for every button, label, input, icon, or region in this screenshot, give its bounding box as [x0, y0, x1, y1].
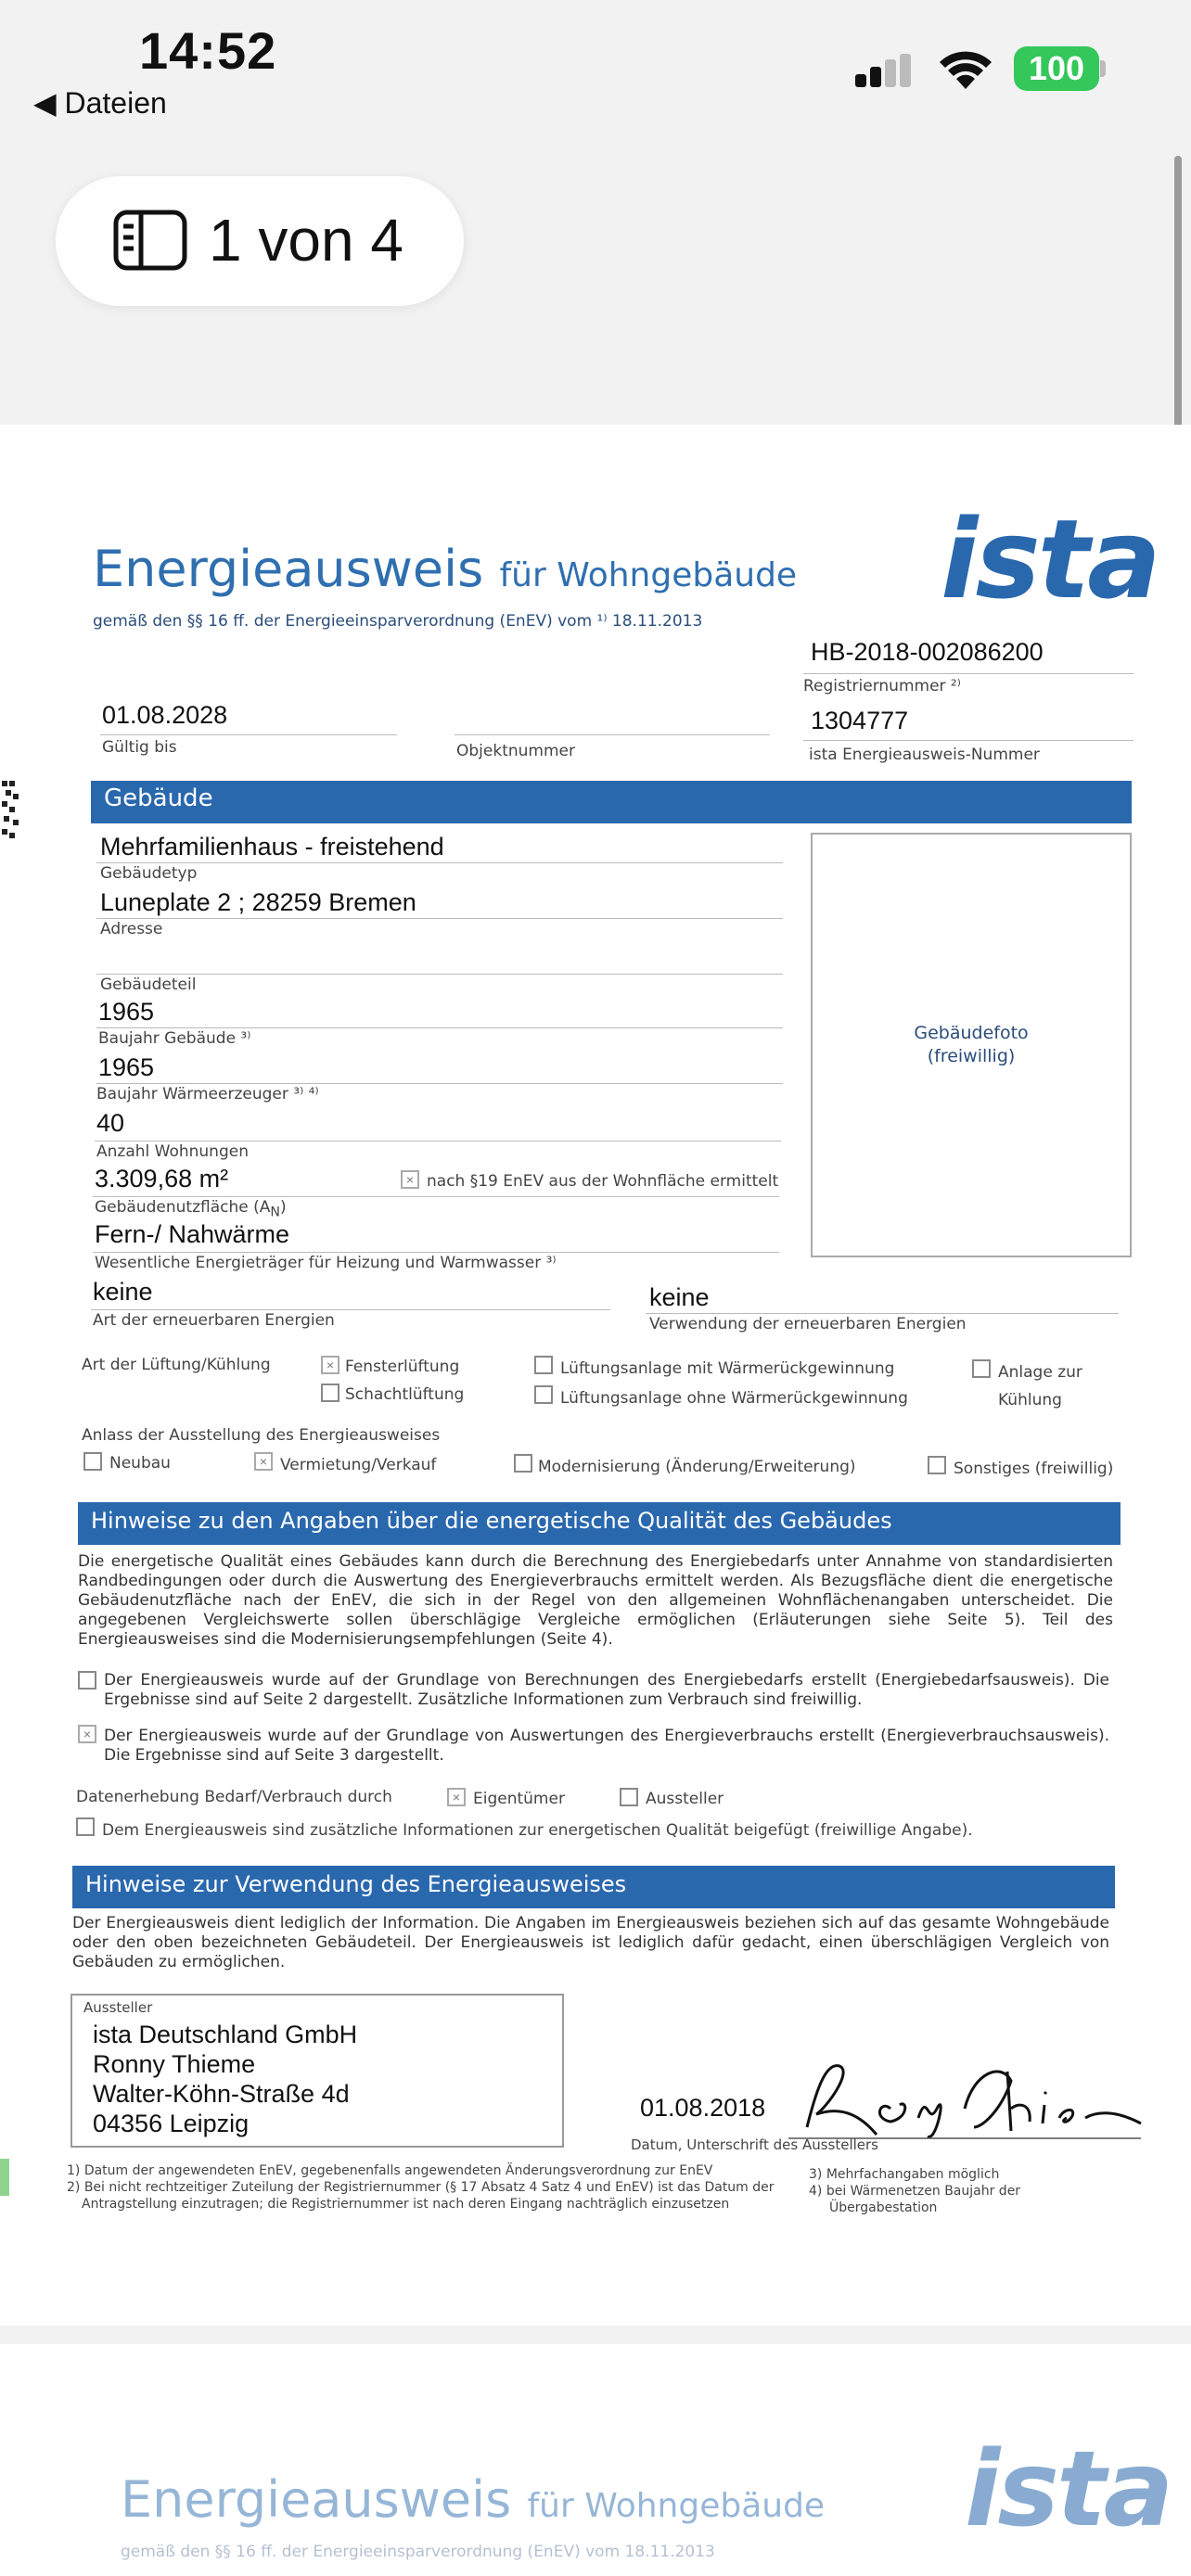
datenerhebung-label: Datenerhebung Bedarf/Verbrauch durch [76, 1788, 392, 1806]
fensterlueftung-checkbox[interactable]: × [321, 1356, 339, 1374]
aussteller-option-label: Aussteller [646, 1790, 724, 1808]
footnote-3: 3) Mehrfachangaben möglich [809, 2167, 1000, 2182]
divider [455, 734, 770, 735]
nutzflaeche-label-text: Gebäudenutzfläche (A [95, 1198, 271, 1217]
gebaeudeteil-label: Gebäudeteil [100, 976, 197, 994]
gebaeudetyp-label: Gebäudetyp [100, 864, 198, 883]
gueltig-bis-value: 01.08.2028 [102, 701, 228, 729]
gebaeudefoto-label [811, 1022, 1132, 1068]
flaeche-note: nach §19 EnEV aus der Wohnfläche ermittelt [427, 1172, 779, 1191]
baujahr-waermeerzeuger-value: 1965 [98, 1053, 155, 1081]
gebaeudetyp-value: Mehrfamilienhaus - freistehend [100, 833, 444, 861]
adresse-label: Adresse [100, 920, 163, 938]
qr-code-fragment [0, 777, 20, 842]
divider [646, 1313, 1119, 1314]
baujahr-gebaeude-label: Baujahr Gebäude ³⁾ [98, 1029, 251, 1048]
vermietung-label: Vermietung/Verkauf [280, 1456, 437, 1474]
footnote-1: 1) Datum der angewendeten EnEV, gegebenenfalls angewendeten Änderungsverordnung zur EnEV [67, 2163, 713, 2178]
doc-title [93, 540, 797, 598]
modernisierung-label: Modernisierung (Änderung/Erweiterung) [538, 1458, 856, 1476]
modernisierung-checkbox[interactable] [514, 1454, 532, 1473]
neubau-checkbox[interactable] [83, 1452, 102, 1471]
section-verwendung-header: Hinweise zur Verwendung des Energieausweises [72, 1866, 1115, 1908]
energietraeger-value: Fern-/ Nahwärme [95, 1220, 290, 1248]
zusatzinfo-label: Dem Energieausweis sind zusätzliche Informationen zur energetischen Qualität beigefügt (freiwillige Angabe). [102, 1821, 973, 1840]
aussteller-line: Ronny Thieme [93, 2050, 256, 2078]
aussteller-line: 04356 Leipzig [93, 2110, 250, 2137]
aussteller-line: Walter-Köhn-Straße 4d [93, 2080, 350, 2108]
ista-nummer-value: 1304777 [811, 707, 909, 734]
divider [803, 673, 1133, 674]
sign-label: Datum, Unterschrift des Ausstellers [631, 2136, 878, 2153]
gueltig-bis-label: Gültig bis [102, 738, 177, 757]
nutzflaeche-label-sub: N [270, 1205, 280, 1220]
status-time: 14:52 [139, 21, 277, 80]
page2-title-main: Energieausweis [121, 2470, 512, 2529]
sonstiges-checkbox[interactable] [928, 1456, 946, 1474]
footnote-4b: Übergabestation [829, 2200, 938, 2215]
gebaeudefoto-label-2: (freiwillig) [927, 1046, 1016, 1066]
divider [96, 1083, 783, 1084]
divider [96, 974, 783, 975]
eigentuemer-label: Eigentümer [473, 1790, 565, 1808]
aussteller-checkbox[interactable] [620, 1788, 638, 1806]
neubau-label: Neubau [109, 1454, 171, 1473]
baujahr-gebaeude-value: 1965 [98, 998, 155, 1026]
divider [96, 862, 783, 863]
flaeche-checkbox[interactable]: × [401, 1170, 419, 1189]
erneuerbar-art-label: Art der erneuerbaren Energien [93, 1311, 335, 1330]
energietraeger-label: Wesentliche Energieträger für Heizung und Warmwasser ³⁾ [95, 1254, 557, 1272]
doc-title-sub: für Wohngebäude [499, 556, 798, 594]
section-hinweise-header: Hinweise zu den Angaben über die energetische Qualität des Gebäudes [78, 1502, 1121, 1545]
doc-title-main: Energieausweis [93, 540, 484, 598]
sidebar-icon[interactable] [113, 210, 187, 271]
vermietung-checkbox[interactable]: × [254, 1452, 273, 1471]
page2-title-sub: für Wohngebäude [527, 2487, 826, 2525]
cellular-signal-icon [855, 54, 920, 91]
baujahr-waermeerzeuger-label: Baujahr Wärmeerzeuger ³⁾ ⁴⁾ [96, 1085, 319, 1103]
green-edge-mark [0, 2159, 9, 2196]
anzahl-wohnungen-label: Anzahl Wohnungen [96, 1142, 249, 1161]
nutzflaeche-label: Gebäudenutzfläche $(A_N)$ [95, 1198, 287, 1220]
schachtlueftung-checkbox[interactable] [321, 1384, 339, 1402]
divider [93, 1252, 779, 1253]
gebaeudefoto-label-1: Gebäudefoto [914, 1023, 1029, 1043]
signature-image [788, 2053, 1150, 2146]
aussteller-address [93, 2020, 357, 2138]
battery-cap [1100, 60, 1106, 77]
divider [93, 1196, 779, 1197]
page2-title [121, 2470, 825, 2529]
aussteller-label: Aussteller [83, 1999, 153, 2016]
lueftung-ohne-wrg-checkbox[interactable] [534, 1385, 553, 1404]
erneuerbar-art-value: keine [93, 1278, 153, 1306]
bedarfsausweis-text: Der Energieausweis wurde auf der Grundlage von Berechnungen des Energiebedarfs erstellt (Energiebedarfsausweis). Die Ergebnisse sind auf Seite 2 dargestellt. Zusätzliche Informationen zum Verbrauch sind freiwillig. [104, 1671, 1109, 1709]
divider [91, 1309, 610, 1310]
eigentuemer-checkbox[interactable]: × [447, 1788, 466, 1806]
lueftung-mit-wrg-label: Lüftungsanlage mit Wärmerückgewinnung [560, 1359, 895, 1378]
footnote-4: 4) bei Wärmenetzen Baujahr der [809, 2184, 1021, 2199]
ista-nummer-label: ista Energieausweis-Nummer [809, 746, 1040, 764]
hinweise-paragraph: Die energetische Qualität eines Gebäudes kann durch die Berechnung des Energiebedarfs unter Annahme von standardisierten Randbedingungen oder durch die Auswertung des Energieverbrauchs ermittelt werden. Als Bezugsfläche dient die energetische Gebäudenutzfläche nach der EnEV, die sich in der Regel von den allgemeinen Wohnflächenangaben unterscheidet. Die angegebenen Vergleichswerte sollen überschlägige Vergleiche ermöglichen (Erläuterungen siehe Seite 5). Teil des Energieausweises sind die Modernisierungsempfehlungen (Seite 4). [78, 1552, 1113, 1649]
ista-logo: ista [941, 495, 1159, 623]
lueftung-mit-wrg-checkbox[interactable] [534, 1356, 553, 1374]
battery-indicator: 100 [1014, 46, 1099, 91]
lueftung-label: Art der Lüftung/Kühlung [82, 1356, 271, 1374]
schachtlueftung-label: Schachtlüftung [345, 1385, 465, 1404]
section-gebaeude-header: Gebäude [91, 781, 1132, 823]
divider [803, 740, 1133, 741]
objektnummer-label: Objektnummer [456, 742, 575, 760]
footnote-2b: Antragstellung einzutragen; die Registriernummer ist nach deren Eingang nachträglich einzusetzen [82, 2197, 730, 2212]
page-indicator-label: 1 von 4 [209, 207, 403, 274]
divider [100, 734, 397, 735]
back-to-files-link[interactable]: ◀ Dateien [33, 86, 167, 120]
erneuerbar-verwendung-value: keine [649, 1283, 710, 1311]
bedarfsausweis-checkbox[interactable] [78, 1671, 96, 1690]
footnote-2: 2) Bei nicht rechtzeitiger Zuteilung der Registriernummer (§ 17 Absatz 4 Satz 4 und EnEV) ist das Datum der [67, 2180, 775, 2195]
anlass-label: Anlass der Ausstellung des Energieausweises [82, 1426, 441, 1445]
divider [96, 918, 783, 919]
adresse-value: Luneplate 2 ; 28259 Bremen [100, 888, 416, 916]
footnotes-left [67, 2162, 775, 2213]
lueftung-ohne-wrg-label: Lüftungsanlage ohne Wärmerückgewinnung [560, 1389, 908, 1408]
sonstiges-label: Sonstiges (freiwillig) [954, 1460, 1114, 1478]
wifi-icon [937, 48, 994, 91]
verbrauchsausweis-text: Der Energieausweis wurde auf der Grundlage von Auswertungen des Energieverbrauchs erstellt (Energieverbrauchsausweis). Die Ergebnisse sind auf Seite 3 dargestellt. [104, 1727, 1109, 1765]
nutzflaeche-value: 3.309,68 m² [95, 1165, 229, 1192]
footnotes-right [809, 2166, 1020, 2216]
erneuerbar-verwendung-label: Verwendung der erneuerbaren Energien [649, 1315, 967, 1333]
registriernummer-value: HB-2018-002086200 [811, 638, 1044, 666]
sign-date: 01.08.2018 [640, 2094, 766, 2122]
divider [96, 1027, 783, 1028]
zusatzinfo-checkbox[interactable] [76, 1817, 95, 1836]
anzahl-wohnungen-value: 40 [96, 1109, 125, 1137]
kuehlung-label-2: Kühlung [998, 1391, 1062, 1409]
kuehlung-label-1: Anlage zur [998, 1363, 1082, 1382]
fensterlueftung-label: Fensterlüftung [345, 1358, 460, 1376]
verwendung-paragraph: Der Energieausweis dient lediglich der Information. Die Angaben im Energieausweis beziehen sich auf das gesamte Wohngebäude oder den oben bezeichneten Gebäudeteil. Der Energieausweis ist lediglich dafür gedacht, einen überschlägigen Vergleich von Gebäuden zu ermöglichen. [72, 1914, 1109, 1971]
kuehlung-checkbox[interactable] [972, 1359, 991, 1378]
page2-ista-logo: ista [965, 2429, 1172, 2550]
doc-subtitle: gemäß den §§ 16 ff. der Energieeinsparverordnung (EnEV) vom ¹⁾ 18.11.2013 [93, 612, 703, 631]
aussteller-line: ista Deutschland GmbH [93, 2021, 358, 2048]
registriernummer-label: Registriernummer ²⁾ [803, 677, 961, 695]
page2-subtitle: gemäß den §§ 16 ff. der Energieeinsparverordnung (EnEV) vom 18.11.2013 [121, 2543, 715, 2561]
verbrauchsausweis-checkbox[interactable]: × [78, 1725, 96, 1743]
